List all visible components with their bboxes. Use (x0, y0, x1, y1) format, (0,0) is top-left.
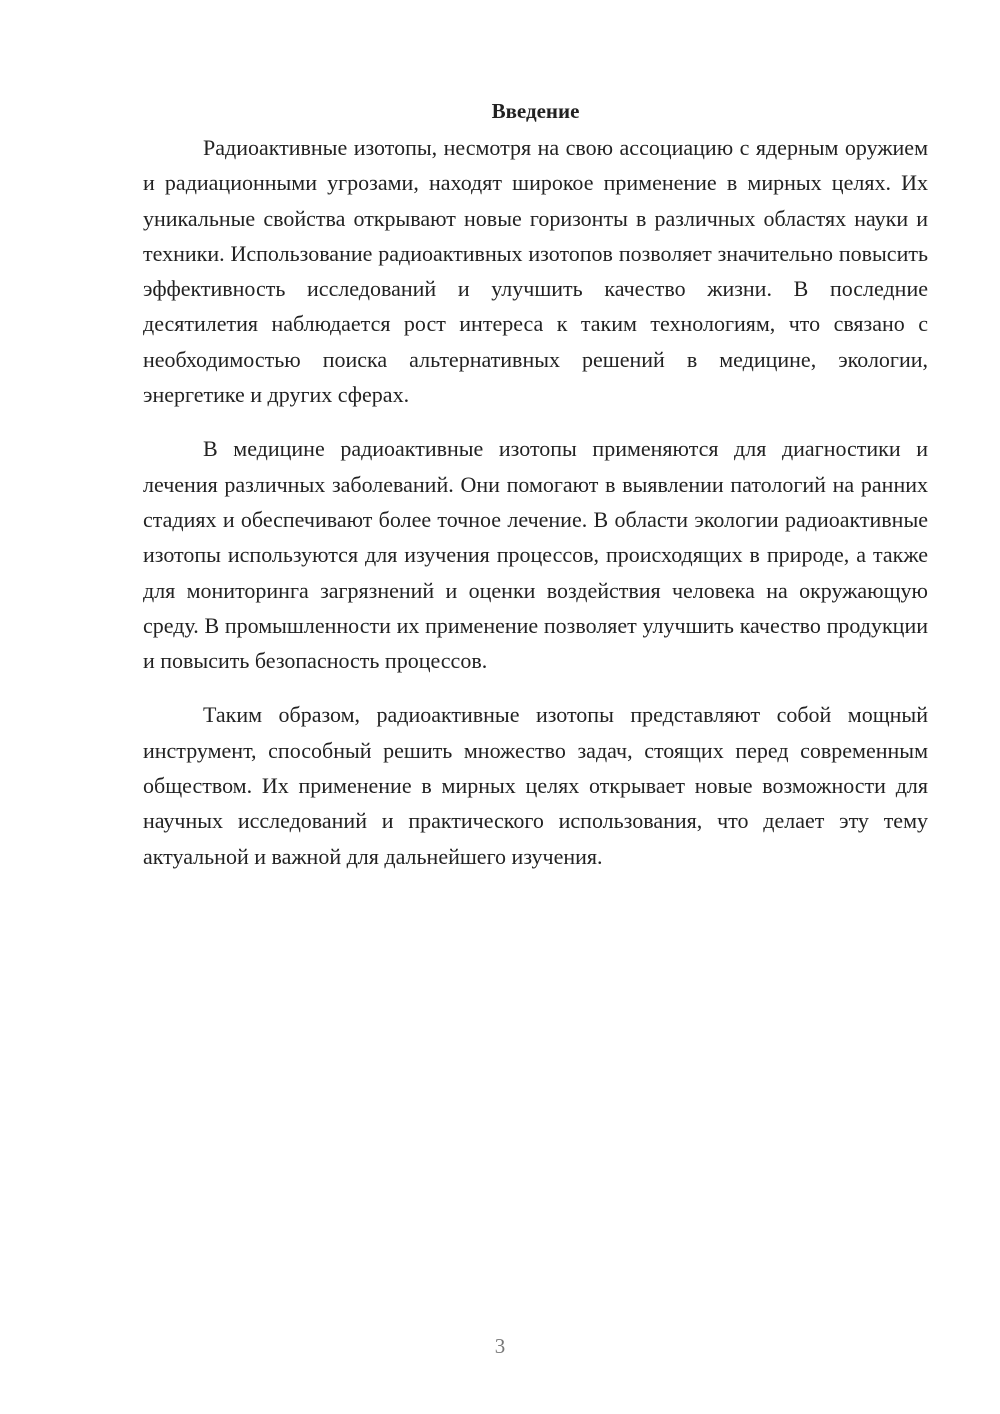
paragraph-intro: Радиоактивные изотопы, несмотря на свою ассоциацию с ядерным оружием и радиационными угрозами, находят широкое применение в мирных целях. Их уникальные свойства открывают новые горизонты в различных областях науки и техники. Использование радиоактивных изотопов позволяет значительно повысить эффективность исследований и улучшить качество жизни. В последние десятилетия наблюдается рост интереса к таким технологиям, что связано с необходимостью поиска альтернативных решений в медицине, экологии, энергетике и других сферах. (143, 135, 928, 408)
page-number: 3 (494, 1334, 506, 1358)
section-title: Введение (491, 99, 580, 123)
paragraph-conclusion: Таким образом, радиоактивные изотопы представляют собой мощный инструмент, способный решить множество задач, стоящих перед современным обществом. Их применение в мирных целях открывает новые возможности для научных исследований и практического использования, что делает эту тему актуальной и важной для дальнейшего изучения. (143, 702, 928, 869)
paragraph-applications: В медицине радиоактивные изотопы применяются для диагностики и лечения различных заболеваний. Они помогают в выявлении патологий на ранних стадиях и обеспечивают более точное лечение. В области экологии радиоактивные изотопы используются для изучения процессов, происходящих в природе, а также для мониторинга загрязнений и оценки воздействия человека на окружающую среду. В промышленности их применение позволяет улучшить качество продукции и повысить безопасность процессов. (143, 436, 928, 674)
document-page (143, 96, 928, 893)
